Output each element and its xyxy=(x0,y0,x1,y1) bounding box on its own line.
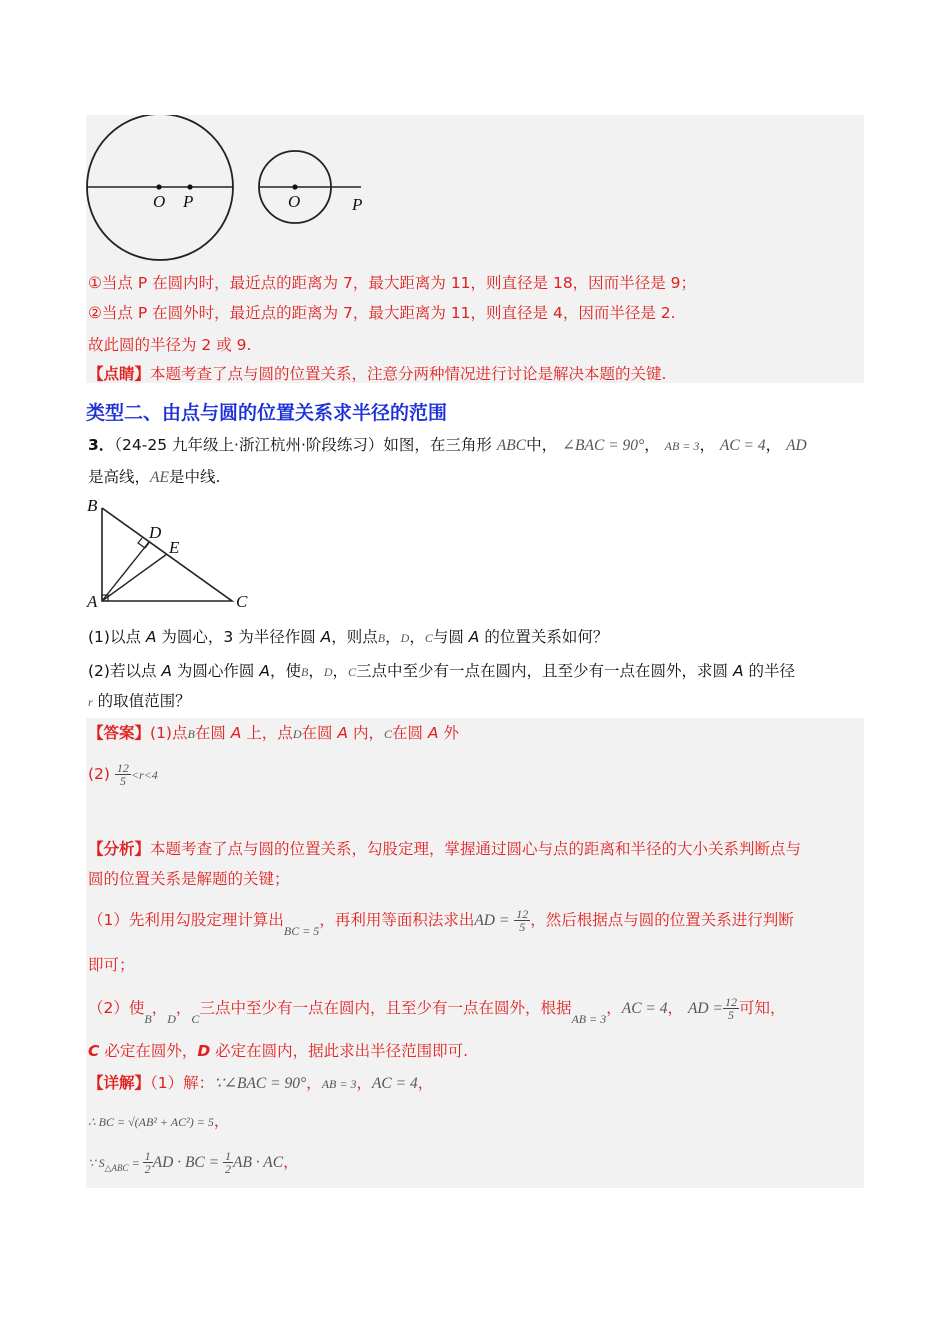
analysis-step-1-end: 即可； xyxy=(88,956,135,974)
detail-line-2: ∴ BC = √(AB² + AC²) = 5， xyxy=(88,1112,230,1130)
q3-text-4: 是中线. xyxy=(168,468,221,486)
answer-line-2: (2) $\frac{12}{5}$ <r<4 xyxy=(88,761,158,788)
label-b: B xyxy=(87,496,98,515)
analysis-step-2-line-2: C 必定在圆外，D 必定在圆内，据此求出半径范围即可. xyxy=(88,1042,469,1060)
label-a: A xyxy=(87,592,98,611)
question-source: （24-25 九年级上·浙江杭州·阶段练习） xyxy=(114,436,384,454)
answer-line-1: 【答案】(1)点B在圆 A 上，点D在圆 A 内，C在圆 A 外 xyxy=(88,724,459,742)
analysis-step-2: （2）使$_B$，$_D$，$_C$三点中至少有一点在圆内，且至少有一点在圆外，根据$_{AB = 3}$，AC = 4， AD = $\frac{12}{5}$ 可知， xyxy=(88,995,786,1026)
point-p1 xyxy=(187,184,192,189)
detail-line-3: ∵ $S_{\triangle ABC}$ = $\frac{1}{2}$ AD · BC = $\frac{1}{2}$ AB · AC， xyxy=(88,1149,299,1176)
q3-text-2: 中， xyxy=(526,436,558,454)
label-o2: O xyxy=(288,192,301,211)
figure-circles xyxy=(86,115,386,275)
section-title: 类型二、由点与圆的位置关系求半径的范围 xyxy=(86,402,448,424)
label-o1: O xyxy=(153,192,166,211)
label-p1: P xyxy=(183,192,194,211)
solution-conclusion: 故此圆的半径为 2 或 9. xyxy=(88,336,252,354)
answer-fraction: $\frac{12}{5}$ xyxy=(116,761,129,788)
question-3-line-1: 3．（24-25 九年级上·浙江杭州·阶段练习）如图，在三角形 ABC中， ∠BAC = 90°， AB = 3， AC = 4， AD xyxy=(88,436,807,454)
figure-triangle xyxy=(84,494,264,619)
q3-ae: AE xyxy=(150,469,169,486)
analysis-line-1: 【分析】本题考查了点与圆的位置关系，勾股定理，掌握通过圆心与点的距离和半径的大小关系判断点与 xyxy=(88,840,802,858)
solution-case-1: ①当点 P 在圆内时，最近点的距离为 7，最大距离为 11，则直径是 18，因而半径是 9； xyxy=(88,274,696,292)
q3-abc: ABC xyxy=(496,437,527,454)
question-3-line-2 xyxy=(88,466,220,489)
label-c: C xyxy=(236,592,248,611)
q3-text-3: 是高线， xyxy=(88,468,151,486)
part-2-question-line-1: (2)若以点 A 为圆心作圆 A，使B，D，C三点中至少有一点在圆内，且至少有一点在圆外，求圆 A 的半径 xyxy=(88,662,796,680)
detail-line-1: 【详解】（1）解：∵∠BAC = 90°，AB = 3，AC = 4， xyxy=(88,1074,434,1092)
question-number: 3． xyxy=(88,436,115,454)
part-2-question-line-2: r 的取值范围？ xyxy=(88,692,191,710)
tip-tag: 【点睛】 xyxy=(88,365,151,383)
tip-text: 本题考查了点与圆的位置关系，注意分两种情况进行讨论是解决本题的关键. xyxy=(150,365,667,383)
label-e: E xyxy=(169,538,180,557)
point-o2 xyxy=(292,184,297,189)
q3-ad: AD xyxy=(786,437,807,454)
label-d: D xyxy=(149,523,162,542)
solution-case-2: ②当点 P 在圆外时，最近点的距离为 7，最大距离为 11，则直径是 4，因而半径是 2. xyxy=(88,304,676,322)
analysis-step-1: （1）先利用勾股定理计算出$_{BC = 5}$，再利用等面积法求出AD = $\frac{12}{5}$ ，然后根据点与圆的位置关系进行判断 xyxy=(88,907,794,938)
tip-line xyxy=(88,363,666,385)
q3-text-1: 如图，在三角形 xyxy=(383,436,492,454)
label-p2: P xyxy=(352,195,363,214)
part-1-question: (1)以点 A 为圆心，3 为半径作圆 A，则点B，D，C与圆 A 的位置关系如何？ xyxy=(88,628,609,646)
q3-ab: AB = 3 xyxy=(664,439,700,453)
analysis-line-2: 圆的位置关系是解题的关键； xyxy=(88,870,290,888)
q3-angle: ∠BAC = 90° xyxy=(562,437,645,454)
point-o1 xyxy=(156,184,161,189)
q3-ac: AC = 4 xyxy=(719,437,766,454)
